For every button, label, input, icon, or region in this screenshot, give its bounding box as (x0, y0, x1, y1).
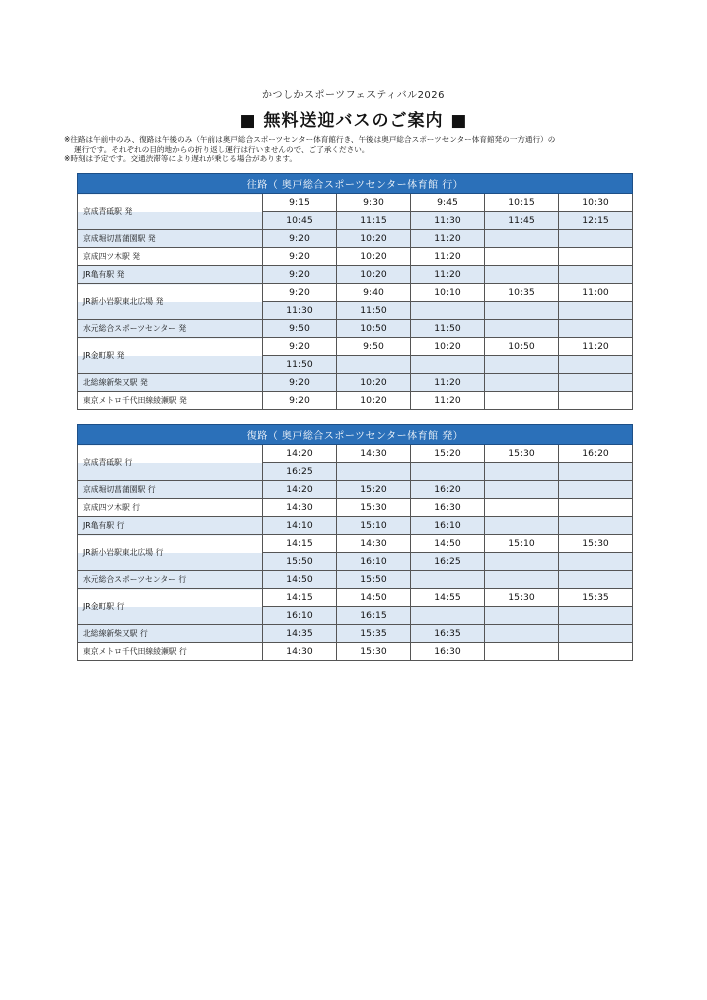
table-row (78, 445, 633, 463)
table-row (78, 517, 633, 535)
table-row (78, 571, 633, 589)
departure-time: 11:50 (337, 302, 411, 320)
departure-time (559, 553, 633, 571)
departure-time: 14:15 (263, 589, 337, 607)
departure-time: 11:20 (411, 392, 485, 410)
station-name: 北総線新柴又駅 行 (78, 625, 263, 643)
station-name: 水元総合スポーツセンター 発 (78, 320, 263, 338)
table-row (78, 320, 633, 338)
table-row (78, 248, 633, 266)
departure-time: 11:50 (263, 356, 337, 374)
departure-time: 14:15 (263, 535, 337, 553)
station-name: JR金町駅 発 (78, 338, 263, 374)
departure-time: 15:30 (559, 535, 633, 553)
station-name: 北総線新柴又駅 発 (78, 374, 263, 392)
departure-time: 9:30 (337, 194, 411, 212)
departure-time (559, 499, 633, 517)
table-row (78, 499, 633, 517)
departure-time: 11:30 (411, 212, 485, 230)
table-row (78, 194, 633, 212)
departure-time: 14:20 (263, 481, 337, 499)
departure-time (485, 230, 559, 248)
departure-time: 10:45 (263, 212, 337, 230)
departure-time (485, 571, 559, 589)
departure-time: 10:20 (337, 266, 411, 284)
station-name: JR新小岩駅東北広場 行 (78, 535, 263, 571)
departure-time: 16:35 (411, 625, 485, 643)
departure-time: 9:20 (263, 230, 337, 248)
departure-time: 15:20 (337, 481, 411, 499)
event-name: かつしかスポーツフェスティバル2026 (261, 90, 446, 101)
departure-time (485, 266, 559, 284)
departure-time (559, 481, 633, 499)
departure-time: 9:15 (263, 194, 337, 212)
departure-time (485, 553, 559, 571)
station-name: JR亀有駅 行 (78, 517, 263, 535)
departure-time: 15:50 (263, 553, 337, 571)
station-name: 京成青砥駅 行 (78, 445, 263, 481)
departure-time: 16:10 (263, 607, 337, 625)
departure-time: 16:25 (263, 463, 337, 481)
departure-time (337, 463, 411, 481)
departure-time (411, 463, 485, 481)
departure-time: 16:30 (411, 643, 485, 661)
departure-time: 9:20 (263, 338, 337, 356)
departure-time: 15:30 (337, 499, 411, 517)
departure-time: 15:30 (485, 445, 559, 463)
departure-time (559, 517, 633, 535)
table-row (78, 625, 633, 643)
departure-time: 11:15 (337, 212, 411, 230)
departure-time: 10:50 (485, 338, 559, 356)
note-line: 運行です。それぞれの目的地からの折り返し運行は行いませんので、ご了承ください。 (74, 144, 370, 154)
departure-time: 16:30 (411, 499, 485, 517)
departure-time: 15:50 (337, 571, 411, 589)
table-row (78, 643, 633, 661)
departure-time (485, 374, 559, 392)
station-name: 京成青砥駅 発 (78, 194, 263, 230)
note-line: ※時刻は予定です。交通渋滞等により遅れが乗じる場合があります。 (64, 154, 297, 164)
departure-time (485, 643, 559, 661)
departure-time: 9:45 (411, 194, 485, 212)
departure-time: 11:00 (559, 284, 633, 302)
departure-time (485, 463, 559, 481)
table-row (78, 266, 633, 284)
departure-time (559, 320, 633, 338)
departure-time (559, 643, 633, 661)
departure-time (559, 356, 633, 374)
departure-time: 15:30 (337, 643, 411, 661)
departure-time: 15:10 (337, 517, 411, 535)
departure-time: 14:30 (263, 643, 337, 661)
departure-time (485, 625, 559, 643)
departure-time: 14:30 (263, 499, 337, 517)
departure-time: 16:20 (559, 445, 633, 463)
departure-time: 10:10 (411, 284, 485, 302)
station-name: 水元総合スポーツセンター 行 (78, 571, 263, 589)
departure-time: 10:20 (337, 248, 411, 266)
inbound-header: 復路（ 奥戸総合スポーツセンター体育館 発） (78, 425, 633, 445)
station-name: 京成堀切菖蒲園駅 発 (78, 230, 263, 248)
departure-time: 15:35 (337, 625, 411, 643)
note-line: ※往路は午前中のみ、復路は午後のみ（午前は奥戸総合スポーツセンター体育館行き、午後は奥戸総合スポーツセンター体育館発の一方通行）の (64, 135, 556, 144)
departure-time (485, 517, 559, 535)
station-name: JR金町駅 行 (78, 589, 263, 625)
departure-time (411, 571, 485, 589)
departure-time: 10:20 (337, 230, 411, 248)
departure-time: 9:20 (263, 284, 337, 302)
departure-time (485, 481, 559, 499)
departure-time (559, 230, 633, 248)
inbound-timetable (77, 424, 633, 661)
departure-time: 15:30 (485, 589, 559, 607)
departure-time (559, 374, 633, 392)
page-title: ■ 無料送迎バスのご案内 ■ (239, 111, 468, 131)
departure-time: 16:20 (411, 481, 485, 499)
departure-time: 10:50 (337, 320, 411, 338)
table-row (78, 284, 633, 302)
departure-time: 11:30 (263, 302, 337, 320)
departure-time (485, 320, 559, 338)
departure-time (559, 463, 633, 481)
departure-time: 12:15 (559, 212, 633, 230)
departure-time: 11:50 (411, 320, 485, 338)
departure-time (411, 302, 485, 320)
departure-time: 11:20 (559, 338, 633, 356)
departure-time (559, 607, 633, 625)
departure-time: 10:30 (559, 194, 633, 212)
departure-time: 16:25 (411, 553, 485, 571)
departure-time: 14:55 (411, 589, 485, 607)
table-row (78, 535, 633, 553)
departure-time: 9:50 (337, 338, 411, 356)
departure-time (559, 392, 633, 410)
departure-time: 10:20 (411, 338, 485, 356)
station-name: 東京メトロ千代田線綾瀬駅 発 (78, 392, 263, 410)
departure-time: 16:10 (337, 553, 411, 571)
table-row (78, 392, 633, 410)
departure-time (485, 302, 559, 320)
table-row (78, 374, 633, 392)
departure-time (485, 356, 559, 374)
departure-time (485, 607, 559, 625)
departure-time (485, 392, 559, 410)
departure-time: 14:20 (263, 445, 337, 463)
table-row (78, 481, 633, 499)
outbound-timetable (77, 173, 633, 410)
departure-time (559, 302, 633, 320)
departure-time: 14:50 (411, 535, 485, 553)
departure-time: 15:35 (559, 589, 633, 607)
station-name: 東京メトロ千代田線綾瀬駅 行 (78, 643, 263, 661)
departure-time (559, 625, 633, 643)
departure-time (559, 248, 633, 266)
departure-time: 10:35 (485, 284, 559, 302)
departure-time: 11:20 (411, 248, 485, 266)
departure-time: 14:30 (337, 535, 411, 553)
departure-time: 9:20 (263, 266, 337, 284)
departure-time: 9:20 (263, 374, 337, 392)
departure-time: 14:50 (263, 571, 337, 589)
table-row (78, 589, 633, 607)
departure-time: 10:20 (337, 374, 411, 392)
departure-time: 9:40 (337, 284, 411, 302)
departure-time: 14:30 (337, 445, 411, 463)
departure-time: 16:15 (337, 607, 411, 625)
departure-time: 14:10 (263, 517, 337, 535)
departure-time: 10:20 (337, 392, 411, 410)
station-name: 京成四ツ木駅 発 (78, 248, 263, 266)
departure-time: 9:20 (263, 392, 337, 410)
station-name: 京成四ツ木駅 行 (78, 499, 263, 517)
departure-time: 11:20 (411, 266, 485, 284)
departure-time (559, 266, 633, 284)
departure-time: 10:15 (485, 194, 559, 212)
station-name: JR新小岩駅東北広場 発 (78, 284, 263, 320)
outbound-header: 往路（ 奥戸総合スポーツセンター体育館 行） (78, 174, 633, 194)
departure-time: 16:10 (411, 517, 485, 535)
departure-time (411, 607, 485, 625)
departure-time: 9:20 (263, 248, 337, 266)
departure-time: 11:45 (485, 212, 559, 230)
departure-time (485, 499, 559, 517)
departure-time (559, 571, 633, 589)
departure-time: 14:50 (337, 589, 411, 607)
departure-time: 11:20 (411, 374, 485, 392)
departure-time: 14:35 (263, 625, 337, 643)
notes (64, 135, 704, 164)
departure-time: 15:20 (411, 445, 485, 463)
table-row (78, 230, 633, 248)
departure-time: 9:50 (263, 320, 337, 338)
departure-time (485, 248, 559, 266)
station-name: JR亀有駅 発 (78, 266, 263, 284)
departure-time: 11:20 (411, 230, 485, 248)
station-name: 京成堀切菖蒲園駅 行 (78, 481, 263, 499)
departure-time: 15:10 (485, 535, 559, 553)
departure-time (337, 356, 411, 374)
departure-time (411, 356, 485, 374)
table-row (78, 338, 633, 356)
